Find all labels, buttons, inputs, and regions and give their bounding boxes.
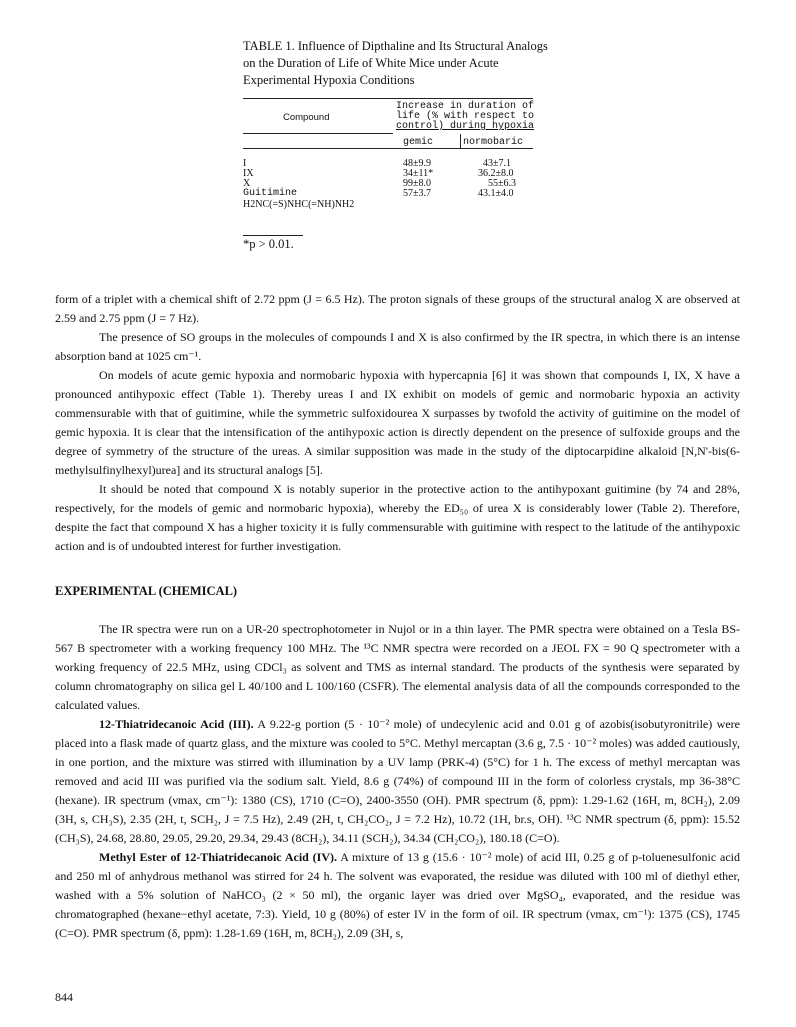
paragraph (55, 848, 740, 943)
table-1 (243, 98, 533, 238)
row-1-gemic: 48±9.9 (403, 158, 431, 169)
paragraph (55, 715, 740, 848)
table-bottom-rule (243, 235, 303, 236)
row-1-compound: I (243, 158, 247, 169)
header-normobaric: normobaric (463, 137, 524, 148)
header-vertical-rule (460, 134, 461, 148)
table-top-rule (243, 98, 533, 99)
paragraph-text: A 9.22-g portion (5 · 10⁻² mole) of undecylenic acid and 0.01 g of azobis(isobutyronitrile) were placed into a flask made of quartz glass, and the mixture was cooled to 5°C. Methyl mercaptan (3.6 g, 7.5 · 10⁻² moles) was added cautiously, in one portion, and the mixture was stirred with illumination by a UV lamp (PRK-4) (5°C) for 1 h. The excess of methyl mercaptan was removed and acid III was purified via the sodium salt. Yield, 8.6 g (74%) of compound III in the form of colorless crystals, mp 36-38°C (hexane). IR spectrum (νmax, cm⁻¹): 1380 (CS), 1710 (C=O), 2400-3550 (OH). PMR spectrum (δ, ppm): 1.29-1.62 (16H, m, 8CH₂), 2.09 (3H, s, CH₃S), 2.35 (2H, t, SCH₂, J = 7.5 Hz), 2.49 (2H, t, CH₂CO₂, J = 7.2 Hz), 10.72 (1H, br.s, OH). ¹³C NMR spectrum (δ, ppm): 15.52 (CH₃S), 24.68, 28.80, 29.05, 29.20, 29.34, 29.43 (8CH₂), 34.11 (SCH₂), 34.34 (CH₂CO₂), 180.18 (C=O). (55, 717, 740, 845)
discussion-text (55, 290, 740, 556)
page-number: 844 (55, 990, 73, 1004)
row-2-normobaric: 36.2±8.0 (478, 168, 514, 179)
table-subheader-rule (243, 148, 533, 149)
header-increase-line1: Increase in duration of (396, 101, 535, 112)
paragraph: form of a triplet with a chemical shift of 2.72 ppm (J = 6.5 Hz). The proton signals of these groups of the structural analog X are observed at 2.59 and 2.75 ppm (J = 7 Hz). (55, 292, 740, 325)
paragraph: On models of acute gemic hypoxia and normobaric hypoxia with hypercapnia [6] it was shown that compounds I, IX, X have a pronounced antihypoxic effect (Table 1). Thereby ureas I and IX exhibit on models of gemic and normobaric hypoxia an activity commensurable with that of guitimine, while the symmetric sulfoxidourea X surpasses by twofold the activity of guitimine on the model of gemic hypoxia. It is clear that the intensification of the antihypoxic action is directly dependent on the presence of sulfoxide groups and the degree of symmetry of the structure of the ureas. A similar supposition was made in the study of the diptocarpidine alkaloid [N,N'-bis(6-methylsulfinylhexyl)urea] and its structural analogs [5]. (55, 368, 740, 477)
row-2-gemic: 34±11* (403, 168, 434, 179)
row-2-compound: IX (243, 168, 254, 179)
header-increase-line2: life (% with respect to (396, 111, 535, 122)
table-footnote: *p > 0.01. (243, 237, 294, 251)
table-caption: TABLE 1. Influence of Dipthaline and Its Structural Analogs on the Duration of Life of White Mice under Acute Experimental Hypoxia Conditions (243, 39, 548, 87)
header-compound: Compound (283, 112, 330, 123)
row-3-compound: X (243, 178, 251, 189)
table-header-rule (243, 133, 393, 134)
header-increase-line3: control) during hypoxia (396, 121, 535, 132)
row-4-gemic: 57±3.7 (403, 188, 431, 199)
compound-title: 12-Thiatridecanoic Acid (III). (99, 717, 254, 731)
paragraph: The IR spectra were run on a UR-20 spectrophotometer in Nujol or in a thin layer. The PMR spectra were obtained on a Tesla BS-567 B spectrometer with a working frequency 100 MHz. The ¹³C NMR spectra were recorded on a JEOL FX = 90 Q spectrometer with a working frequency of 22.5 MHz, using CDCl₃ as solvent and TMS as internal standard. The products of the synthesis were separated by column chromatography on silica gel L 40/100 and L 100/160 (CSFR). The elemental analysis data of all the compounds corresponded to the calculated values. (55, 622, 740, 712)
paragraph: The presence of SO groups in the molecules of compounds I and X is also confirmed by the IR spectra, in which there is an intense absorption band at 1025 cm⁻¹. (55, 330, 740, 363)
row-4-compound: Guitimine (243, 188, 298, 199)
header-gemic: gemic (403, 137, 434, 148)
row-1-normobaric: 43±7.1 (483, 158, 511, 169)
guitimine-formula: H2NC(=S)NHC(=NH)NH2 (243, 199, 355, 210)
experimental-text (55, 620, 740, 943)
row-4-normobaric: 43.1±4.0 (478, 188, 514, 199)
paragraph: It should be noted that compound X is notably superior in the protective action to the antihypoxant guitimine (by 74 and 28%, respectively, for the models of gemic and normobaric hypoxia), whereby the ED₅₀ of urea X is considerably lower (Table 2). Therefore, despite the fact that compound X has a higher toxicity it is fully commensurable with guitimine with respect to the latitude of the antihypoxic action and is of undoubted interest for further investigation. (55, 482, 740, 553)
row-3-gemic: 99±8.0 (403, 178, 431, 189)
paragraph-text: A mixture of 13 g (15.6 · 10⁻² mole) of acid III, 0.25 g of p-toluenesulfonic acid and 250 ml of anhydrous methanol was stirred for 24 h. The solvent was evaporated, the residue was diluted with 100 ml of diethyl ether, washed with a 5% solution of NaHCO₃ (2 × 50 ml), the organic layer was dried over MgSO₄, evaporated, and the residue was chromatographed (hexane−ethyl acetate, 7:3). Yield, 10 g (80%) of ester IV in the form of oil. IR spectrum (νmax, cm⁻¹): 1375 (CS), 1745 (C=O). PMR spectrum (δ, ppm): 1.28-1.69 (16H, m, 8CH₂), 2.09 (3H, s, (55, 850, 740, 940)
section-heading: EXPERIMENTAL (CHEMICAL) (55, 584, 238, 598)
compound-title: Methyl Ester of 12-Thiatridecanoic Acid (IV). (99, 850, 338, 864)
row-3-normobaric: 55±6.3 (488, 178, 516, 189)
